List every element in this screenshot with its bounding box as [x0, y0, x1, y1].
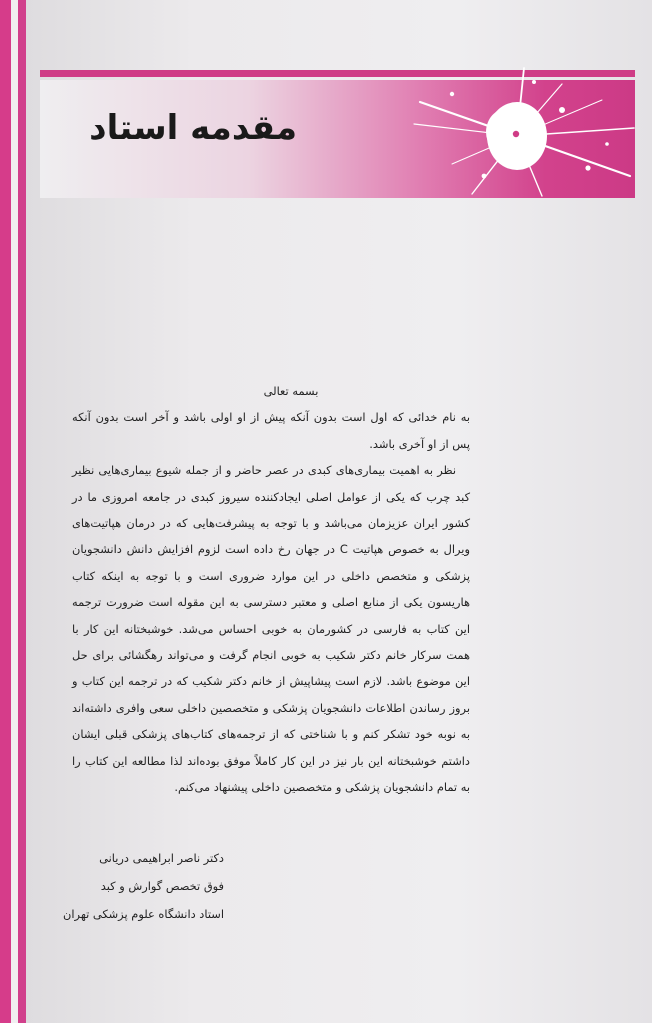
ink-splash-icon — [412, 64, 638, 200]
signature-name: دکتر ناصر ابراهیمی دریانی — [99, 851, 224, 865]
signature-affiliation: استاد دانشگاه علوم پزشکی تهران — [63, 907, 224, 921]
left-edge-stripe — [0, 0, 11, 1023]
opening-paragraph: به نام خدائی که اول است بدون آنکه پیش از او اولی باشد و آخر است بدون آنکه پس از او آخری باشد. — [72, 410, 470, 451]
page-title: مقدمه استاد — [89, 108, 297, 148]
preface-body — [72, 378, 470, 801]
left-edge-stripe-inner — [18, 0, 26, 1023]
signature-block — [63, 844, 224, 928]
signature-specialty: فوق تخصص گوارش و کبد — [100, 879, 224, 893]
main-paragraph: نظر به اهمیت بیماری‌های کبدی در عصر حاضر و از جمله شیوع بیماری‌هایی نظیر کبد چرب که یکی از عوامل اصلی ایجادکننده سیروز کبدی در جامعه امروزی ما در کشور ایران عزیزمان می‌باشد و با توجه به پیشرفت‌هایی که در درمان هپاتیت‌های ویرال به خصوص هپاتیت C در جهان رخ داده است لزوم افزایش دانش دانشجویان پزشکی و متخصص داخلی در این موارد ضروری است و با توجه به اینکه کتاب هاریسون یکی از منابع اصلی و معتبر دسترسی به این مقوله است ضرورت ترجمه این کتاب به فارسی در کشورمان به خوبی احساس می‌شد. خوشبختانه این کار با همت سرکار خانم دکتر شکیب به خوبی انجام گرفت و می‌تواند رهگشائی برای حل این موضوع باشد. لازم است پیشاپیش از خانم دکتر شکیب که در ترجمه این کتاب و بروز رساندن اطلاعات دانشجویان پزشکی و متخصصین داخلی سعی وافری داشته‌اند به نوبه خود تشکر کنم و با شناختی که از ترجمه‌های کتاب‌های پزشکی قبلی ایشان داشتم خوشبختانه این بار نیز در این کار کاملاً موفق بوده‌اند لذا مطالعه این کتاب را به تمام دانشجویان پزشکی و متخصصین داخلی پیشنهاد می‌کنم. — [72, 463, 470, 795]
basmala: بسمه تعالی — [263, 384, 319, 398]
left-edge-gap — [11, 0, 18, 1023]
